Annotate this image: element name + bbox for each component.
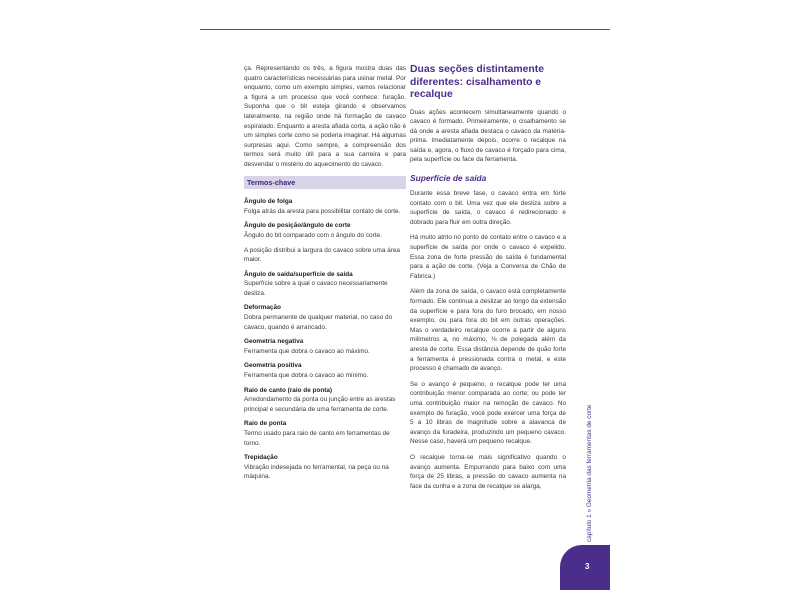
chapter-side-label: [586, 352, 600, 542]
key-term: Geometria positiva: [244, 362, 302, 370]
key-term-definition: Ângulo do bit comparado com o ângulo do corte.: [244, 231, 382, 239]
body-paragraph: Duas ações acontecem simultaneamente quando o cavaco é formado. Primeiramente, o cisalhamento se dá onde a aresta afiada destaca o cavaco da matéria-prima. Imediatamente depois, ocorre o recalque na saída e, agora, o fluxo de cavaco é forçado para cima, pela superfície ou face da ferramenta.: [410, 108, 566, 164]
key-term: Ângulo de saída/superfície de saída: [244, 270, 353, 278]
key-term-definition: Ferramenta que dobra o cavaco ao máximo.: [244, 347, 370, 355]
page-number: 3: [585, 562, 590, 571]
body-paragraph: Se o avanço é pequeno, o recalque pode ter uma contribuição menor comparada ao corte; ou pode ter uma contribuição maior na remoção de cavaco. No exemplo de furação, você pode exercer uma força de 5 a 10 libras de magnitude sobre a alavanca de avanço da furadeira, produzindo um pequeno cavaco. Nesse caso, haverá um pequeno recalque.: [410, 380, 566, 446]
key-term-definition: Ferramenta que dobra o cavaco ao mínimo.: [244, 372, 369, 380]
body-paragraph: Durante essa breve fase, o cavaco entra em forte contato com o bit. Uma vez que ele desliza sobre a superfície de saída, o cavaco é redirecionado e dobrado para fluir em outra direção.: [410, 190, 566, 226]
body-paragraph: Há muito atrito no ponto de contato entre o cavaco e a superfície de saída por onde o cavaco é expelido. Essa zona de forte pressão de saída é fundamental para a ação de corte. (Veja a Conversa de Chão de Fábrica.): [410, 234, 566, 280]
body-paragraph: O recalque torna-se mais significativo quando o avanço aumenta. Empurrando para baixo com uma força de 25 libras, a pressão do cavaco aumenta na face da cunha e a zona de recalque se alarga,: [410, 453, 566, 490]
key-term: Geometria negativa: [244, 338, 304, 346]
key-terms-heading: Termos-chave: [244, 176, 406, 190]
page-number-tab: [560, 545, 610, 590]
intro-paragraph: ça. Representando os três, a figura mostra duas das quatro características necessárias para usinar metal. Por enquanto, como um exemplo simples, vamos relacionar a figura a um processo que você conhece: furação. Suponha que o bit esteja girando e observamos lateralmente, na região onde há formação de cavaco espiralado. Enquanto a aresta afiada corta, a ação não é um simples corte como se poderia imaginar. Há algumas surpresas aqui. Como sempre, a compreensão dos termos será muito útil para a sua carreira e para desvendar o mistério do aquecimento do cavaco.: [244, 65, 406, 168]
key-term-definition: Arredondamento da ponta ou junção entre as arestas principal e secundária de uma ferramenta de corte.: [244, 396, 396, 413]
key-term: Raio de canto (raio de ponta): [244, 386, 333, 394]
chapter-label-text: capítulo 1 » Geometria das ferramentas de corte: [586, 404, 593, 542]
key-terms-list: [244, 197, 406, 482]
key-term: Ângulo de posição/ângulo de corte: [244, 222, 351, 230]
key-term-definition: Vibração indesejada no ferramental, na peça ou na máquina.: [244, 463, 389, 481]
subsection-title: Superfície de saída: [410, 173, 487, 184]
key-term: Trepidação: [244, 454, 278, 462]
left-column: [244, 64, 406, 487]
key-term-definition: Folga atrás da aresta para possibilitar contato de corte.: [244, 207, 401, 215]
key-term: Deformação: [244, 304, 281, 312]
body-paragraph: Além da zona de saída, o cavaco está completamente formado. Ele continua a deslizar ao longo da extensão da superfície e para fora do furo brocado, em nosso exemplo, ou para fora do bit em outras operações. Mas o verdadeiro recalque ocorre a partir de alguns milímetros a, no máximo, ⅛ de polegada além da aresta de corte. Essa distância depende de quão forte a ferramenta é pressionada contra o metal, e este processo é chamado de avanço.: [410, 288, 566, 373]
key-term-definition: Termo usado para raio de canto em ferramentas de torno.: [244, 430, 390, 447]
key-term-definition: A posição distribui a largura do cavaco sobre uma área maior.: [244, 246, 400, 264]
key-term-definition: Dobra permanente de qualquer material, no caso do cavaco, quando é arrancado.: [244, 314, 393, 331]
key-term: Ângulo de folga: [244, 198, 293, 206]
right-column: [410, 64, 566, 497]
section-title: Duas seções distintamente diferentes: cisalhamento e recalque: [410, 64, 544, 100]
key-term: Raio de ponta: [244, 420, 287, 428]
top-rule: [200, 29, 610, 30]
key-term-definition: Superfície sobre a qual o cavaco necessariamente desliza.: [244, 280, 388, 297]
